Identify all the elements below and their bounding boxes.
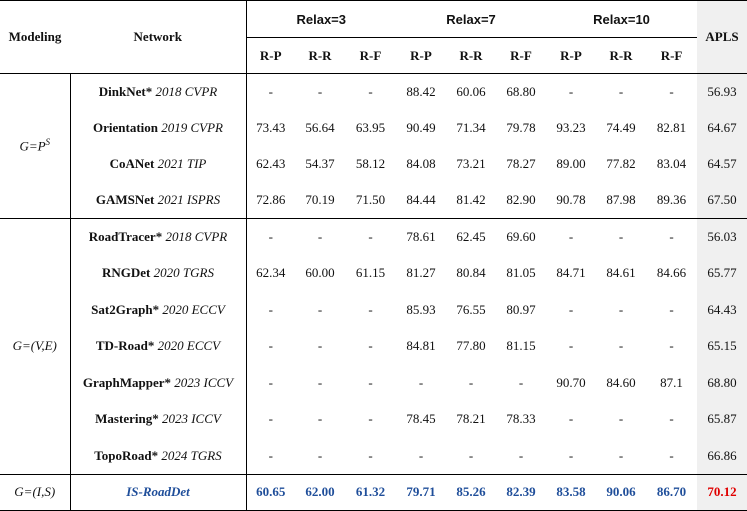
network-name: RNGDet	[102, 265, 151, 281]
metric-cell: 79.78	[506, 119, 536, 135]
metric-cell: 68.80	[506, 83, 536, 99]
table-row	[0, 74, 747, 110]
metric-cell: -	[418, 374, 424, 390]
apls-cell: 65.77	[697, 255, 747, 292]
metric-cell: 74.49	[606, 119, 636, 135]
metric-cell: 73.21	[456, 155, 486, 171]
metric-cell: -	[268, 301, 273, 317]
metric-cell: 77.80	[456, 338, 486, 354]
modeling-cell	[0, 74, 70, 219]
metric-cell: 84.66	[656, 265, 687, 281]
subheader-r-p: R-P	[396, 38, 446, 74]
network-name-ours: IS-RoadDet	[70, 474, 246, 510]
metric-cell: 84.08	[406, 155, 436, 171]
metric-cell: 81.42	[456, 191, 486, 207]
metric-cell: 84.44	[406, 191, 436, 207]
metric-cell: 81.05	[506, 265, 536, 281]
network-name: TopoRoad*	[94, 447, 159, 463]
metric-cell: -	[568, 411, 574, 427]
metric-cell: -	[317, 374, 323, 390]
metric-cell: -	[669, 338, 674, 354]
header-apls: APLS	[697, 1, 747, 74]
metric-cell: 58.12	[355, 155, 386, 171]
network-venue: 2018 CVPR	[155, 83, 218, 99]
apls-cell: 65.87	[697, 401, 747, 438]
metric-cell: -	[268, 374, 273, 390]
metric-cell: 84.71	[556, 265, 586, 281]
metric-cell: 80.84	[456, 265, 486, 281]
metric-cell: -	[669, 411, 674, 427]
apls-cell: 64.43	[697, 291, 747, 328]
header-relax-3: Relax=3	[246, 1, 396, 38]
metric-cell: 71.50	[355, 191, 386, 207]
metric-cell: 62.43	[256, 155, 286, 171]
metric-cell: 78.45	[406, 411, 436, 427]
metric-cell: -	[468, 447, 474, 463]
metric-cell: -	[618, 301, 624, 317]
metric-cell: -	[268, 447, 273, 463]
metric-cell: -	[596, 218, 646, 255]
subheader-r-r: R-R	[295, 38, 345, 74]
network-name: DinkNet*	[98, 83, 153, 99]
subheader-r-r: R-R	[596, 38, 646, 74]
metric-cell: 76.55	[456, 301, 486, 317]
metric-cell: 63.95	[355, 119, 386, 135]
metric-cell: 60.00	[305, 265, 335, 281]
metric-cell-ours: 60.65	[246, 474, 295, 510]
metric-cell: 62.34	[256, 265, 286, 281]
modeling-cell	[0, 218, 70, 474]
metric-cell: -	[268, 338, 273, 354]
metric-cell: -	[317, 338, 323, 354]
network-cell	[70, 110, 246, 146]
network-name: GraphMapper*	[82, 374, 171, 390]
metric-cell-ours: 82.39	[496, 474, 546, 510]
network-cell	[70, 438, 246, 475]
metric-cell: 78.27	[506, 155, 536, 171]
metric-cell: -	[317, 83, 323, 99]
network-venue: 2023 ICCV	[174, 374, 234, 390]
metric-cell: 87.98	[606, 191, 636, 207]
metric-cell: -	[368, 411, 373, 427]
network-cell	[70, 218, 246, 255]
metric-cell: 81.15	[506, 338, 536, 354]
network-cell	[70, 182, 246, 218]
network-venue: 2020 ECCV	[162, 301, 225, 317]
metric-cell: -	[568, 447, 574, 463]
network-cell	[70, 328, 246, 365]
modeling-label: G=P	[19, 138, 46, 154]
metric-cell: -	[669, 447, 674, 463]
network-cell	[70, 146, 246, 182]
network-name: TD-Road*	[95, 338, 155, 354]
metric-cell: -	[418, 447, 424, 463]
header-relax-7: Relax=7	[396, 1, 546, 38]
header-network: Network	[70, 1, 246, 74]
table-row	[0, 401, 747, 438]
metric-cell-ours: 85.26	[446, 474, 496, 510]
network-cell	[70, 401, 246, 438]
apls-cell: 64.67	[697, 110, 747, 146]
metric-cell: 83.04	[656, 155, 687, 171]
metric-cell: 80.97	[506, 301, 536, 317]
metric-cell: -	[268, 411, 273, 427]
subheader-r-r: R-R	[446, 38, 496, 74]
metric-cell: -	[669, 83, 674, 99]
network-name: Orientation	[93, 119, 158, 135]
metric-cell: -	[618, 83, 624, 99]
metric-cell: 84.60	[606, 374, 636, 390]
table-row	[0, 328, 747, 365]
network-venue: 2020 ECCV	[157, 338, 221, 354]
network-cell	[70, 74, 246, 110]
metric-cell-ours: 61.32	[345, 474, 396, 510]
metric-cell: -	[317, 301, 323, 317]
metric-cell-ours: 79.71	[396, 474, 446, 510]
table-row	[0, 218, 747, 255]
metric-cell: 90.70	[556, 374, 586, 390]
metric-cell: 60.06	[456, 83, 486, 99]
metric-cell: -	[518, 447, 524, 463]
metric-cell: -	[345, 218, 396, 255]
table-row	[0, 110, 747, 146]
metric-cell: 90.49	[406, 119, 436, 135]
network-venue: 2021 ISPRS	[157, 191, 221, 207]
network-cell	[70, 365, 246, 402]
metric-cell: -	[317, 447, 323, 463]
apls-cell-best: 70.12	[697, 474, 747, 510]
metric-cell: 69.60	[496, 218, 546, 255]
network-venue: 2020 TGRS	[153, 265, 214, 281]
metric-cell: 78.33	[506, 411, 536, 427]
metric-cell: 81.27	[406, 265, 436, 281]
network-name: Sat2Graph*	[91, 301, 160, 317]
metric-cell: 84.61	[606, 265, 636, 281]
metric-cell: 85.93	[406, 301, 436, 317]
results-body	[0, 74, 747, 511]
subheader-r-p: R-P	[246, 38, 295, 74]
metric-cell: -	[368, 374, 373, 390]
subheader-r-p: R-P	[546, 38, 596, 74]
metric-cell: -	[618, 447, 624, 463]
metric-cell-ours: 62.00	[295, 474, 345, 510]
header-modeling: Modeling	[0, 1, 70, 74]
metric-cell: -	[518, 374, 524, 390]
network-cell	[70, 291, 246, 328]
metric-cell: 71.34	[456, 119, 486, 135]
metric-cell: 61.15	[355, 265, 386, 281]
network-venue: 2018 CVPR	[165, 228, 228, 244]
metric-cell: 54.37	[305, 155, 335, 171]
metric-cell: -	[368, 338, 373, 354]
metric-cell: -	[295, 218, 345, 255]
metric-cell: 93.23	[556, 119, 586, 135]
apls-cell: 65.15	[697, 328, 747, 365]
header-relax-10: Relax=10	[546, 1, 697, 38]
metric-cell: 78.61	[396, 218, 446, 255]
modeling-label: G=(V,E)	[12, 338, 57, 354]
subheader-r-f: R-F	[345, 38, 396, 74]
metric-cell: -	[646, 218, 697, 255]
subheader-r-f: R-F	[496, 38, 546, 74]
metric-cell: -	[368, 83, 373, 99]
metric-cell: -	[568, 301, 574, 317]
table-row	[0, 146, 747, 182]
table-row	[0, 291, 747, 328]
apls-cell: 56.03	[697, 218, 747, 255]
apls-cell: 68.80	[697, 365, 747, 402]
metric-cell-ours: 83.58	[546, 474, 596, 510]
network-name: Mastering*	[95, 411, 159, 427]
network-cell	[70, 255, 246, 292]
network-name: GAMSNet	[95, 191, 155, 207]
table-row-ours	[0, 474, 747, 510]
metric-cell: -	[618, 338, 624, 354]
metric-cell: -	[268, 83, 273, 99]
metric-cell: -	[368, 301, 373, 317]
metric-cell: 89.00	[556, 155, 586, 171]
metric-cell-ours: 86.70	[646, 474, 697, 510]
network-venue: 2019 CVPR	[161, 119, 223, 135]
modeling-label: G=(I,S)	[14, 484, 56, 500]
metric-cell: -	[618, 411, 624, 427]
network-venue: 2023 ICCV	[161, 411, 221, 427]
apls-cell: 64.57	[697, 146, 747, 182]
metric-cell: -	[669, 301, 674, 317]
metric-cell: 82.81	[656, 119, 687, 135]
metric-cell: -	[246, 218, 295, 255]
apls-cell: 67.50	[697, 182, 747, 218]
network-name: CoANet	[109, 155, 155, 171]
subheader-r-f: R-F	[646, 38, 697, 74]
network-venue: 2024 TGRS	[161, 447, 222, 463]
metric-cell: 82.90	[506, 191, 536, 207]
metric-cell: 90.78	[556, 191, 586, 207]
metric-cell: 89.36	[656, 191, 687, 207]
metric-cell: 70.19	[305, 191, 335, 207]
metric-cell: 62.45	[446, 218, 496, 255]
metric-cell: -	[317, 411, 323, 427]
table-row	[0, 438, 747, 475]
table-row	[0, 182, 747, 218]
table-row	[0, 365, 747, 402]
metric-cell: -	[468, 374, 474, 390]
metric-cell: 73.43	[256, 119, 286, 135]
metric-cell: 84.81	[406, 338, 436, 354]
modeling-superscript: S	[45, 137, 51, 148]
metric-cell: 72.86	[256, 191, 286, 207]
modeling-cell	[0, 474, 70, 510]
metric-cell: 77.82	[606, 155, 636, 171]
metric-cell: 78.21	[456, 411, 486, 427]
network-name: RoadTracer*	[88, 228, 163, 244]
metric-cell: 56.64	[305, 119, 335, 135]
metric-cell: 88.42	[406, 83, 436, 99]
metric-cell: -	[546, 218, 596, 255]
apls-cell: 66.86	[697, 438, 747, 475]
table-row	[0, 255, 747, 292]
metric-cell-ours: 90.06	[596, 474, 646, 510]
metric-cell: -	[568, 338, 574, 354]
metric-cell: -	[368, 447, 373, 463]
network-venue: 2021 TIP	[157, 155, 207, 171]
metric-cell: 87.1	[660, 374, 683, 390]
apls-cell: 56.93	[697, 74, 747, 110]
metric-cell: -	[568, 83, 574, 99]
